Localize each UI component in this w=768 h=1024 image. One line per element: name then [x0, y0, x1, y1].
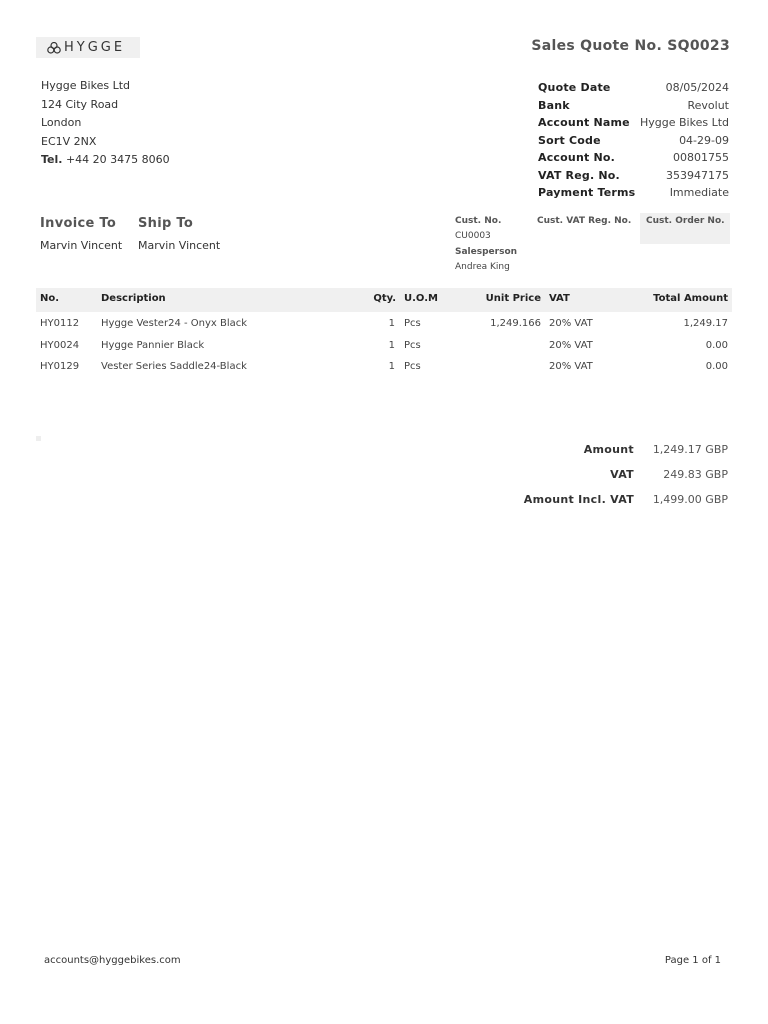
total-vat-value: 249.83 GBP [663, 468, 728, 481]
detail-row [538, 184, 729, 202]
phone-label: Tel. [41, 153, 63, 166]
cell-uom: Pcs [404, 318, 421, 329]
cell-qty: 1 [388, 361, 395, 372]
col-header-total: Total Amount [653, 293, 728, 304]
salesperson-label [455, 247, 517, 257]
invoice-to-heading: Invoice To [40, 216, 117, 231]
detail-label: VAT Reg. No. [538, 168, 620, 182]
cell-no: HY0024 [40, 340, 80, 351]
invoice-to-name: Marvin Vincent [40, 239, 123, 252]
cust-order-no-text: Cust. Order No. [646, 216, 725, 226]
col-header-uom: U.O.M [404, 293, 438, 304]
cell-unit-price: 1,249.166 [490, 318, 541, 329]
detail-row [538, 79, 729, 97]
footer-email: accounts@hyggebikes.com [44, 955, 181, 966]
company-street: 124 City Road [41, 97, 119, 111]
cust-vat-reg-label [537, 216, 631, 226]
cell-no: HY0129 [40, 361, 80, 372]
detail-value: Hygge Bikes Ltd [639, 116, 729, 130]
detail-value: 353947175 [666, 168, 729, 182]
total-incl-vat-value: 1,499.00 GBP [652, 493, 728, 506]
detail-row [538, 114, 729, 132]
cell-total: 0.00 [705, 340, 728, 351]
logo-text: HYGGE [64, 40, 126, 55]
cell-vat: 20% VAT [549, 361, 593, 372]
detail-row [538, 97, 729, 115]
cell-vat: 20% VAT [549, 318, 593, 329]
cell-description: Hygge Vester24 - Onyx Black [101, 318, 248, 329]
total-amount-label: Amount [583, 443, 634, 456]
detail-value: Immediate [669, 186, 729, 200]
cust-vat-reg-text: Cust. VAT Reg. No. [537, 216, 632, 226]
phone-number: +44 20 3475 8060 [65, 153, 170, 166]
cell-total: 0.00 [705, 361, 728, 372]
marker-dot [36, 436, 41, 441]
detail-value: 08/05/2024 [665, 81, 729, 95]
detail-row [538, 167, 729, 185]
cell-description: Vester Series Saddle24-Black [101, 361, 247, 372]
detail-label: Account Name [538, 116, 630, 130]
cust-no-value [455, 231, 491, 241]
cell-total: 1,249.17 [683, 318, 728, 329]
cell-qty: 1 [388, 318, 395, 329]
detail-label: Account No. [538, 151, 616, 165]
cust-no-label-text: Cust. No. [455, 216, 502, 226]
quote-details [538, 79, 729, 202]
detail-row [538, 132, 729, 150]
document-title: Sales Quote No. SQ0023 [531, 38, 730, 54]
detail-label: Bank [538, 98, 570, 112]
detail-value: Revolut [687, 98, 729, 112]
company-address [41, 77, 170, 170]
cell-uom: Pcs [404, 340, 421, 351]
company-name: Hygge Bikes Ltd [41, 79, 131, 92]
col-header-no: No. [40, 293, 60, 304]
company-phone [41, 151, 170, 170]
detail-value: 00801755 [673, 151, 729, 165]
salesperson-text: Andrea King [455, 262, 510, 272]
company-city: London [41, 116, 82, 129]
salesperson-label-text: Salesperson [455, 247, 518, 257]
col-header-vat: VAT [549, 293, 570, 304]
cell-vat: 20% VAT [549, 340, 593, 351]
cell-qty: 1 [388, 340, 395, 351]
cell-no: HY0112 [40, 318, 80, 329]
detail-row [538, 149, 729, 167]
col-header-qty: Qty. [373, 293, 396, 304]
cust-no-label [455, 216, 501, 226]
cust-order-no-label [646, 216, 725, 226]
detail-label: Quote Date [538, 81, 611, 95]
company-logo [36, 37, 140, 58]
detail-label: Payment Terms [538, 186, 636, 200]
company-postcode: EC1V 2NX [41, 134, 97, 148]
cust-no-text: CU0003 [455, 231, 491, 241]
detail-value: 04-29-09 [679, 133, 729, 147]
col-header-unit-price: Unit Price [485, 293, 541, 304]
total-amount-value: 1,249.17 GBP [652, 443, 728, 456]
total-vat-label: VAT [610, 468, 634, 481]
cell-description: Hygge Pannier Black [101, 340, 205, 351]
detail-label: Sort Code [538, 133, 601, 147]
col-header-description: Description [101, 293, 166, 304]
total-incl-vat-label: Amount Incl. VAT [523, 493, 634, 506]
clover-icon [47, 42, 61, 54]
salesperson-value [455, 262, 510, 272]
ship-to-heading: Ship To [138, 216, 194, 231]
footer-page-number: Page 1 of 1 [664, 955, 721, 966]
cell-uom: Pcs [404, 361, 421, 372]
ship-to-name: Marvin Vincent [138, 239, 221, 252]
